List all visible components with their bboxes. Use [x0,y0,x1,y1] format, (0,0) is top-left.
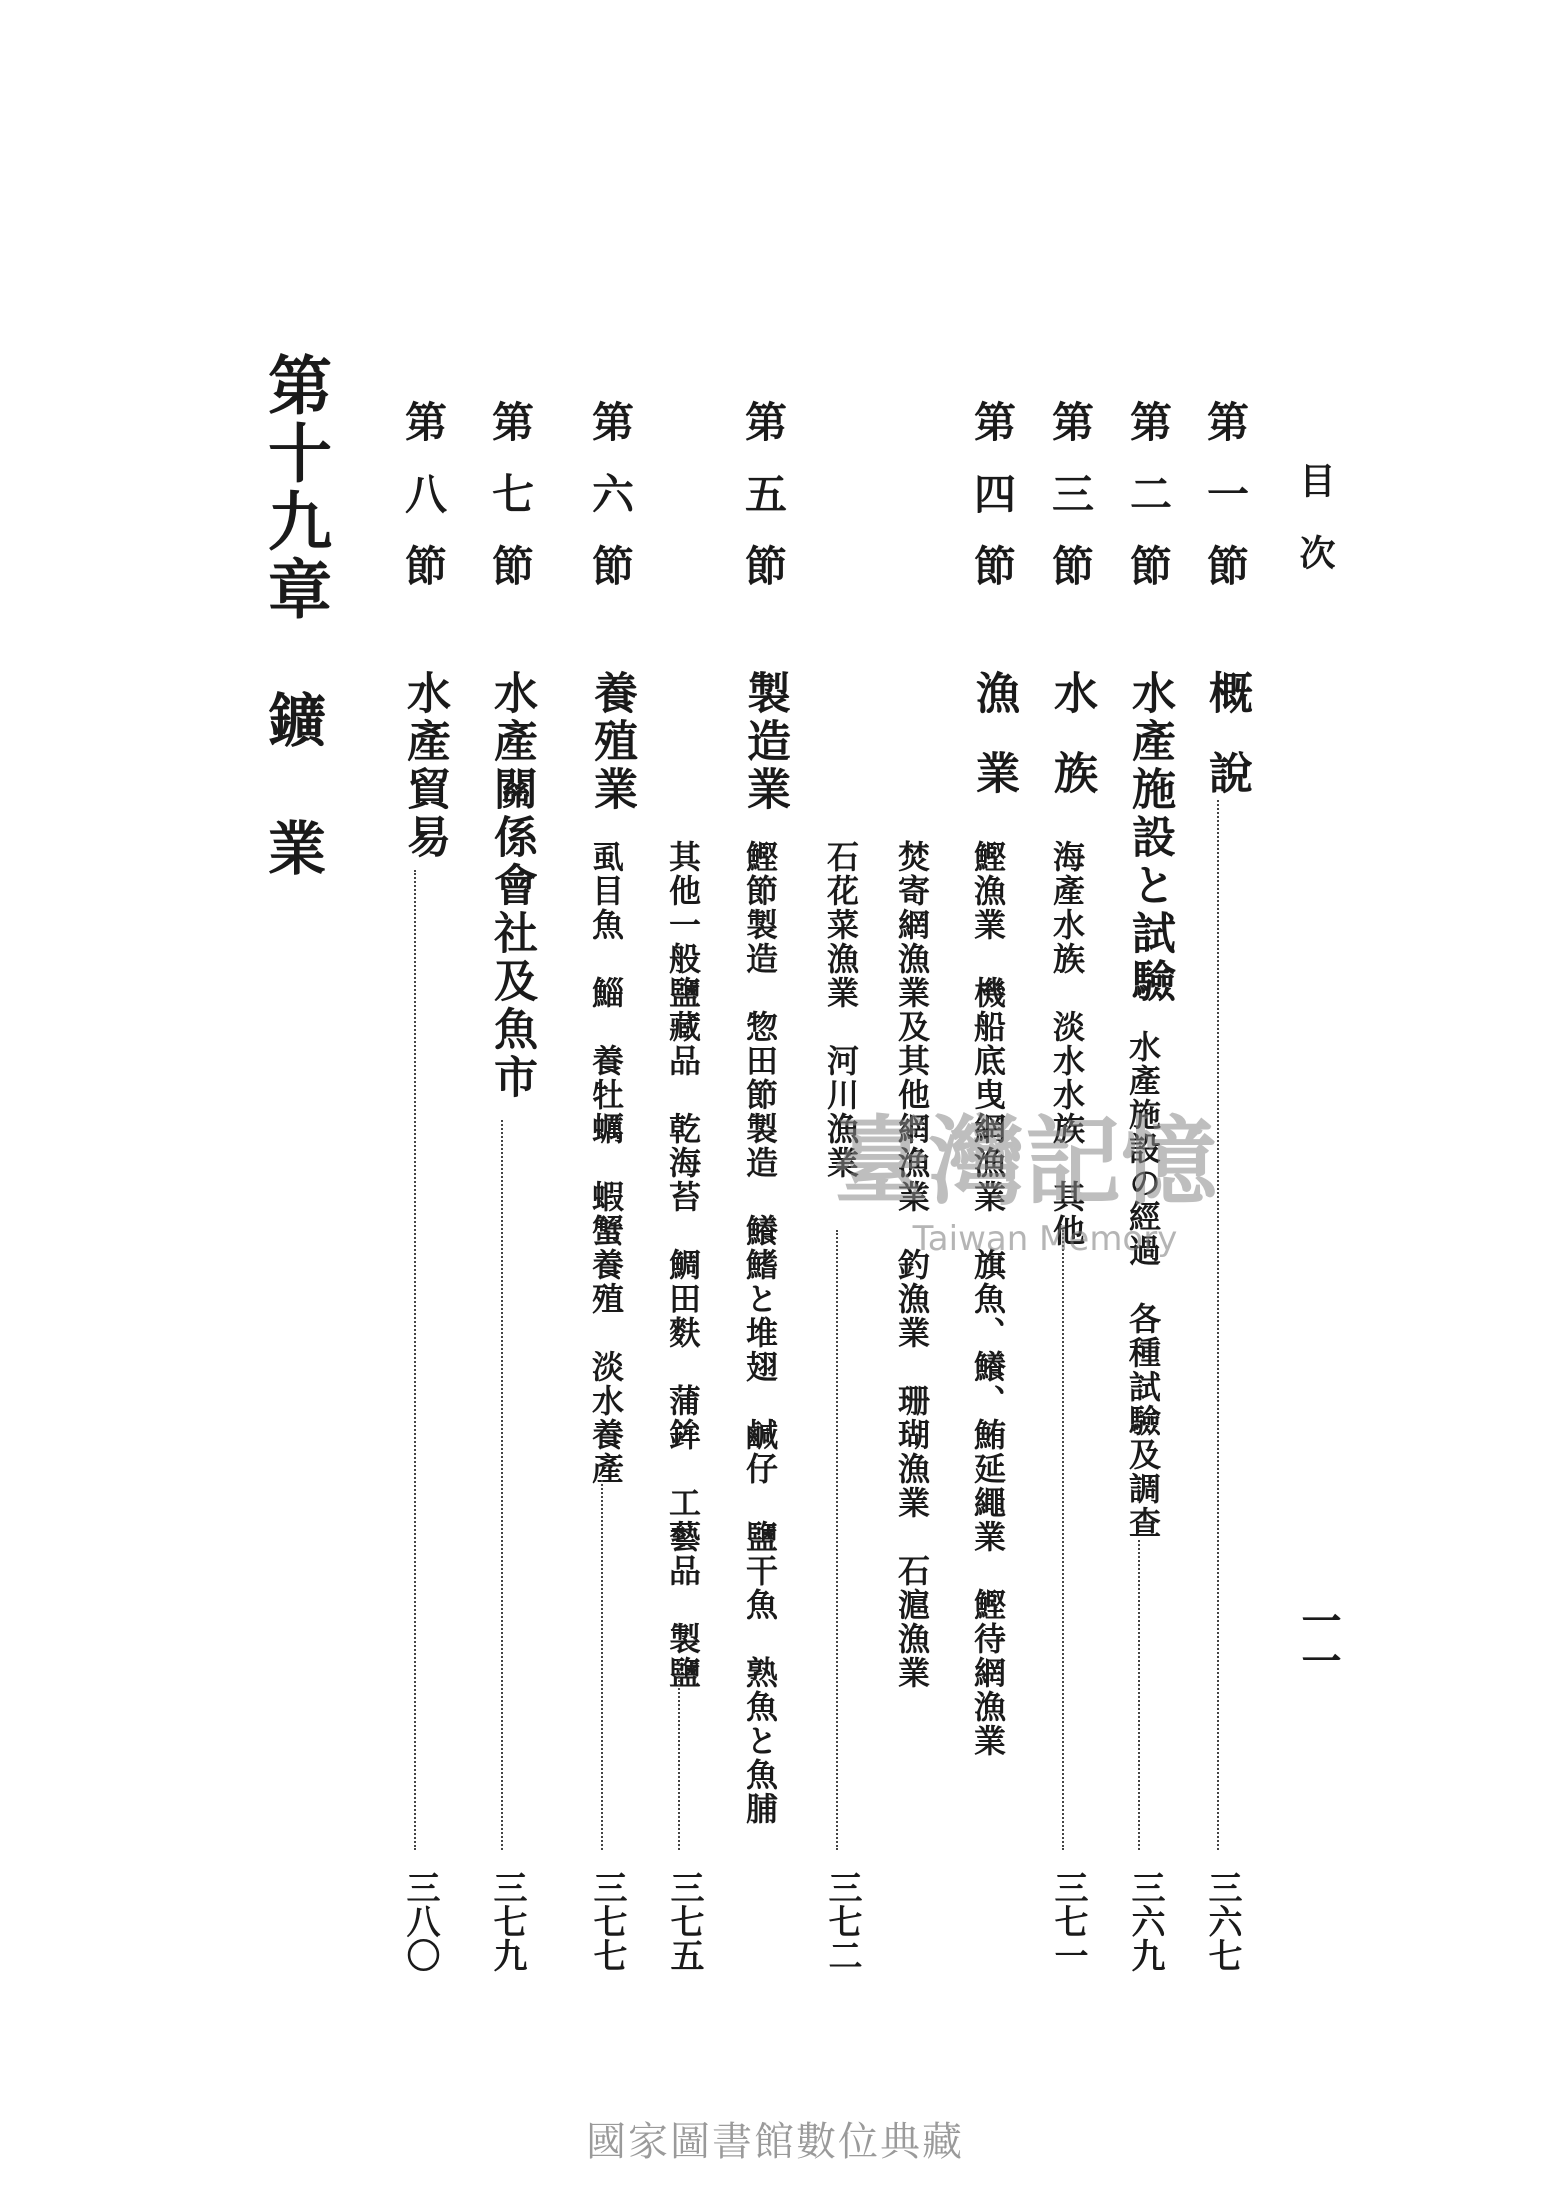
section-8-page: 三八〇 [400,1870,440,1972]
section-2-title: 水產施設と試驗 [1124,670,1175,1006]
section-3-label: 第三節 [1046,400,1095,616]
section-1-label: 第一節 [1201,400,1250,616]
section-6-title: 養殖業 [586,670,637,814]
page-number: 一一 [1295,1600,1342,1680]
section-3-leader [1062,1230,1064,1850]
section-4-page: 三七二 [822,1870,862,1972]
section-5-leader [678,1660,680,1850]
section-5-label: 第五節 [739,400,788,616]
section-3-title: 水族 [1046,670,1097,830]
section-2-leader [1138,1540,1140,1850]
section-2-label: 第二節 [1124,400,1173,616]
section-4-subtopic-3: 石花菜漁業 河川漁業 [822,840,860,1180]
section-4-label: 第四節 [968,400,1017,616]
header-title: 目次 [1294,462,1336,606]
chapter-title: 鑛業 [258,690,326,946]
section-4-leader [836,1230,838,1850]
section-3-page: 三七一 [1048,1870,1088,1972]
section-5-page: 三七五 [664,1870,704,1972]
footer-credit: 國家圖書館數位典藏 [586,2119,964,2165]
section-5-subtopic-1: 鰹節製造 惣田節製造 鱶鰭と堆翅 鹹仔 鹽干魚 熟魚と魚脯 [741,840,779,1826]
section-7-label: 第七節 [486,400,535,616]
section-7-title: 水產關係會社及魚市 [486,670,537,1102]
section-2-subtopic-1: 水產施設の經過 各種試驗及調查 [1124,1030,1162,1540]
section-1-title: 概說 [1201,670,1252,830]
section-1-leader [1217,800,1219,1850]
section-3-subtopic-1: 海產水族 淡水水族 其他 [1048,840,1086,1248]
section-8-leader [414,870,416,1850]
section-5-title: 製造業 [739,670,790,814]
section-1-page: 三六七 [1202,1870,1242,1972]
section-4-subtopic-1: 鰹漁業 機船底曳網漁業 旗魚、鱶、鮪延繩業 鰹待網漁業 [969,840,1007,1758]
section-2-page: 三六九 [1125,1870,1165,1972]
section-7-leader [501,1120,503,1850]
watermark-logo [790,1100,1260,1270]
section-5-subtopic-2: 其他一般鹽藏品 乾海苔 鯛田麩 蒲鉾 工藝品 製鹽 [664,840,702,1690]
section-8-label: 第八節 [399,400,448,616]
watermark-text: 臺灣記憶 [833,1105,1217,1218]
section-6-label: 第六節 [586,400,635,616]
section-4-title: 漁業 [968,670,1019,830]
section-6-subtopic-1: 虱目魚 鯔 養牡蠣 蝦蟹養殖 淡水養產 [587,840,625,1486]
section-6-page: 三七七 [587,1870,627,1972]
section-7-page: 三七九 [487,1870,527,1972]
watermark-subtext: Taiwan Memory [912,1219,1178,1259]
chapter-label: 第十九章 [257,352,332,624]
section-4-subtopic-2: 焚寄網漁業及其他網漁業 釣漁業 珊瑚漁業 石滬漁業 [893,840,931,1690]
section-6-leader [601,1480,603,1850]
section-8-title: 水產貿易 [399,670,450,862]
